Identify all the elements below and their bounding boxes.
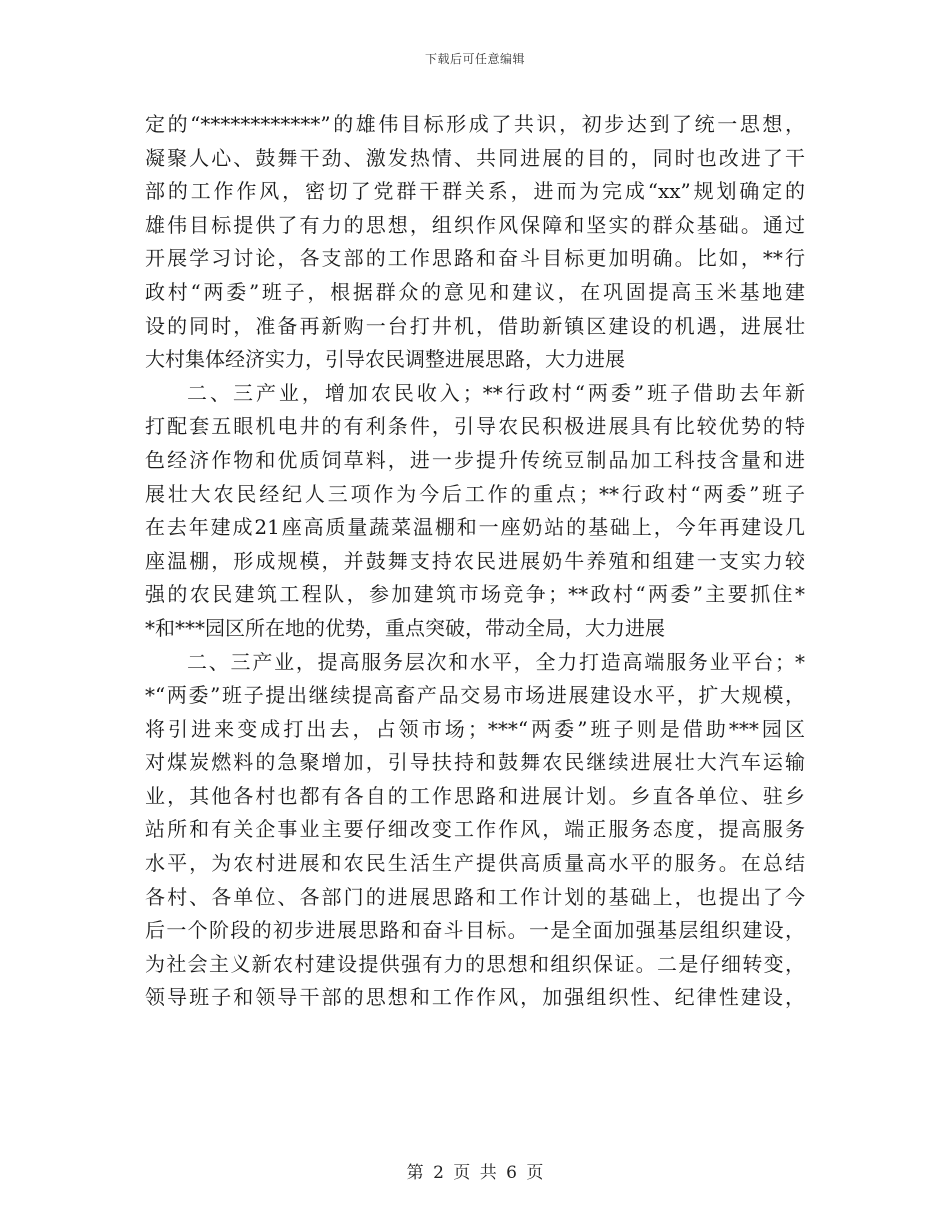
text-line: *“两委”班子提出继续提高畜产品交易市场进展建设水平，扩大规模，: [145, 683, 805, 708]
text-line: 强的农民建筑工程队，参加建筑市场竞争；**政村“两委”主要抓住*: [145, 582, 805, 607]
text-line: 将引进来变成打出去，占领市场；***“两委”班子则是借助***园区: [145, 716, 805, 741]
text-line: 对煤炭燃料的急聚增加，引导扶持和鼓舞农民继续进展壮大汽车运输: [145, 750, 805, 775]
text-line: 雄伟目标提供了有力的思想，组织作风保障和坚实的群众基础。通过: [145, 212, 805, 237]
text-line: 领导班子和领导干部的思想和工作作风，加强组织性、纪律性建设，: [145, 985, 805, 1010]
text-line: 色经济作物和优质饲草料，进一步提升传统豆制品加工科技含量和进: [145, 447, 805, 472]
text-line: 定的“************”的雄伟目标形成了共识，初步达到了统一思想，: [145, 112, 805, 136]
paragraph: [145, 646, 805, 1016]
text-line: 站所和有关企事业主要仔细改变工作作风，端正服务态度，提高服务: [145, 817, 805, 842]
text-line: 政村“两委”班子，根据群众的意见和建议，在巩固提高玉米基地建: [145, 279, 805, 304]
text-line: 水平，为农村进展和农民生活生产提供高质量高水平的服务。在总结: [145, 851, 805, 876]
text-line: 二、三产业，增加农民收入；**行政村“两委”班子借助去年新: [187, 380, 805, 405]
paragraph: [145, 108, 805, 377]
paragraph: [145, 377, 805, 646]
text-line: 凝聚人心、鼓舞干劲、激发热情、共同进展的目的，同时也改进了干: [145, 145, 805, 170]
text-line: 在去年建成21座高质量蔬菜温棚和一座奶站的基础上，今年再建设几: [145, 515, 805, 540]
document-body: [145, 108, 805, 1015]
text-line: 后一个阶段的初步进展思路和奋斗目标。一是全面加强基层组织建设，: [145, 918, 805, 943]
text-line: 二、三产业，提高服务层次和水平，全力打造高端服务业平台；*: [187, 649, 805, 674]
text-line: 各村、各单位、各部门的进展思路和工作计划的基础上，也提出了今: [145, 884, 805, 909]
text-line: *和***园区所在地的优势，重点突破，带动全局，大力进展: [145, 615, 665, 640]
text-line: 为社会主义新农村建设提供强有力的思想和组织保证。二是仔细转变，: [145, 951, 805, 976]
text-line: 座温棚，形成规模，并鼓舞支持农民进展奶牛养殖和组建一支实力较: [145, 548, 805, 573]
page-number: 第 2 页 共 6 页: [406, 1163, 544, 1183]
text-line: 部的工作作风，密切了党群干群关系，进而为完成“xx”规划确定的: [145, 179, 805, 204]
text-line: 大村集体经济实力，引导农民调整进展思路，大力进展: [145, 347, 625, 372]
text-line: 业，其他各村也都有各自的工作思路和进展计划。乡直各单位、驻乡: [145, 783, 805, 808]
text-line: 展壮大农民经纪人三项作为今后工作的重点；**行政村“两委”班子: [145, 481, 805, 506]
text-line: 设的同时，准备再新购一台打井机，借助新镇区建设的机遇，进展壮: [145, 313, 805, 338]
page-header: 下载后可任意编辑: [424, 52, 525, 66]
text-line: 打配套五眼机电井的有利条件，引导农民积极进展具有比较优势的特: [145, 414, 805, 439]
text-line: 开展学习讨论，各支部的工作思路和奋斗目标更加明确。比如，**行: [145, 246, 805, 271]
